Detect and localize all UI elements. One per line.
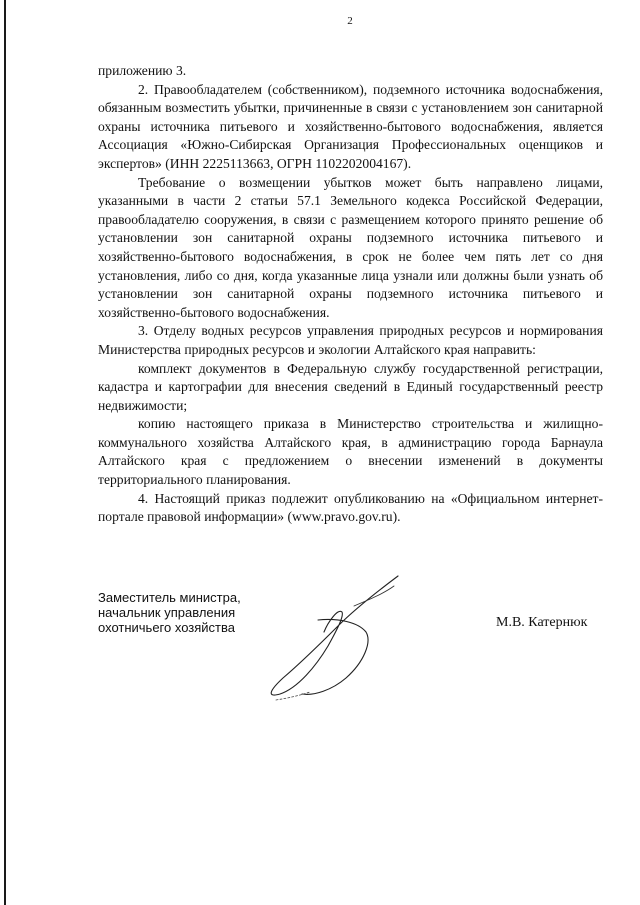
signer-title-line: охотничьего хозяйства xyxy=(98,620,235,635)
page-number: 2 xyxy=(347,15,353,27)
paragraph-continuation: приложению 3. xyxy=(98,63,187,78)
paragraph-item-3: 3. Отделу водных ресурсов управления природных ресурсов и нормирования Министерства природных ресурсов и экологии Алтайского края направить: xyxy=(98,323,603,357)
page-left-border xyxy=(4,0,6,905)
handwritten-signature xyxy=(258,566,418,706)
paragraph-compensation-claim: Требование о возмещении убытков может быть направлено лицами, указанными в части 2 статьи 57.1 Земельного кодекса Российской Федерации, правообладателю сооружения, в связи с размещением которого принято решение об установлении зон санитарной охраны подземного источника питьевого и хозяйственно-бытового водоснабжения, в срок не более чем пять лет со дня установления, либо со дня, когда указанные лица узнали или должны были узнать об установлении зон санитарной охраны подземного источника питьевого и хозяйственно-бытового водоснабжения. xyxy=(98,174,603,320)
paragraph-documents-package: комплект документов в Федеральную службу государственной регистрации, кадастра и картографии для внесения сведений в Единый государственный реестр недвижимости; xyxy=(98,360,603,413)
paragraph-order-copy: копию настоящего приказа в Министерство строительства и жилищно-коммунального хозяйства Алтайского края, в администрацию города Барнаула Алтайского края с предложением о внесении изменений в документы территориального планирования. xyxy=(98,416,603,488)
signer-title xyxy=(98,590,241,635)
signer-title-line: Заместитель министра, xyxy=(98,590,241,605)
signer-name: М.В. Катернюк xyxy=(496,615,588,630)
signer-title-line: начальник управления xyxy=(98,605,236,620)
paragraph-item-2: 2. Правообладателем (собственником), подземного источника водоснабжения, обязанным возместить убытки, причиненные в связи с установлением зон санитарной охраны источника питьевого и хозяйственно-бытового водоснабжения, является Ассоциация «Южно-Сибирская Организация Профессиональных оценщиков и экспертов» (ИНН 2225113663, ОГРН 1102202004167). xyxy=(98,81,603,171)
paragraph-item-4: 4. Настоящий приказ подлежит опубликованию на «Официальном интернет-портале правовой информации» (www.pravo.gov.ru). xyxy=(98,490,603,525)
document-body xyxy=(98,62,603,527)
